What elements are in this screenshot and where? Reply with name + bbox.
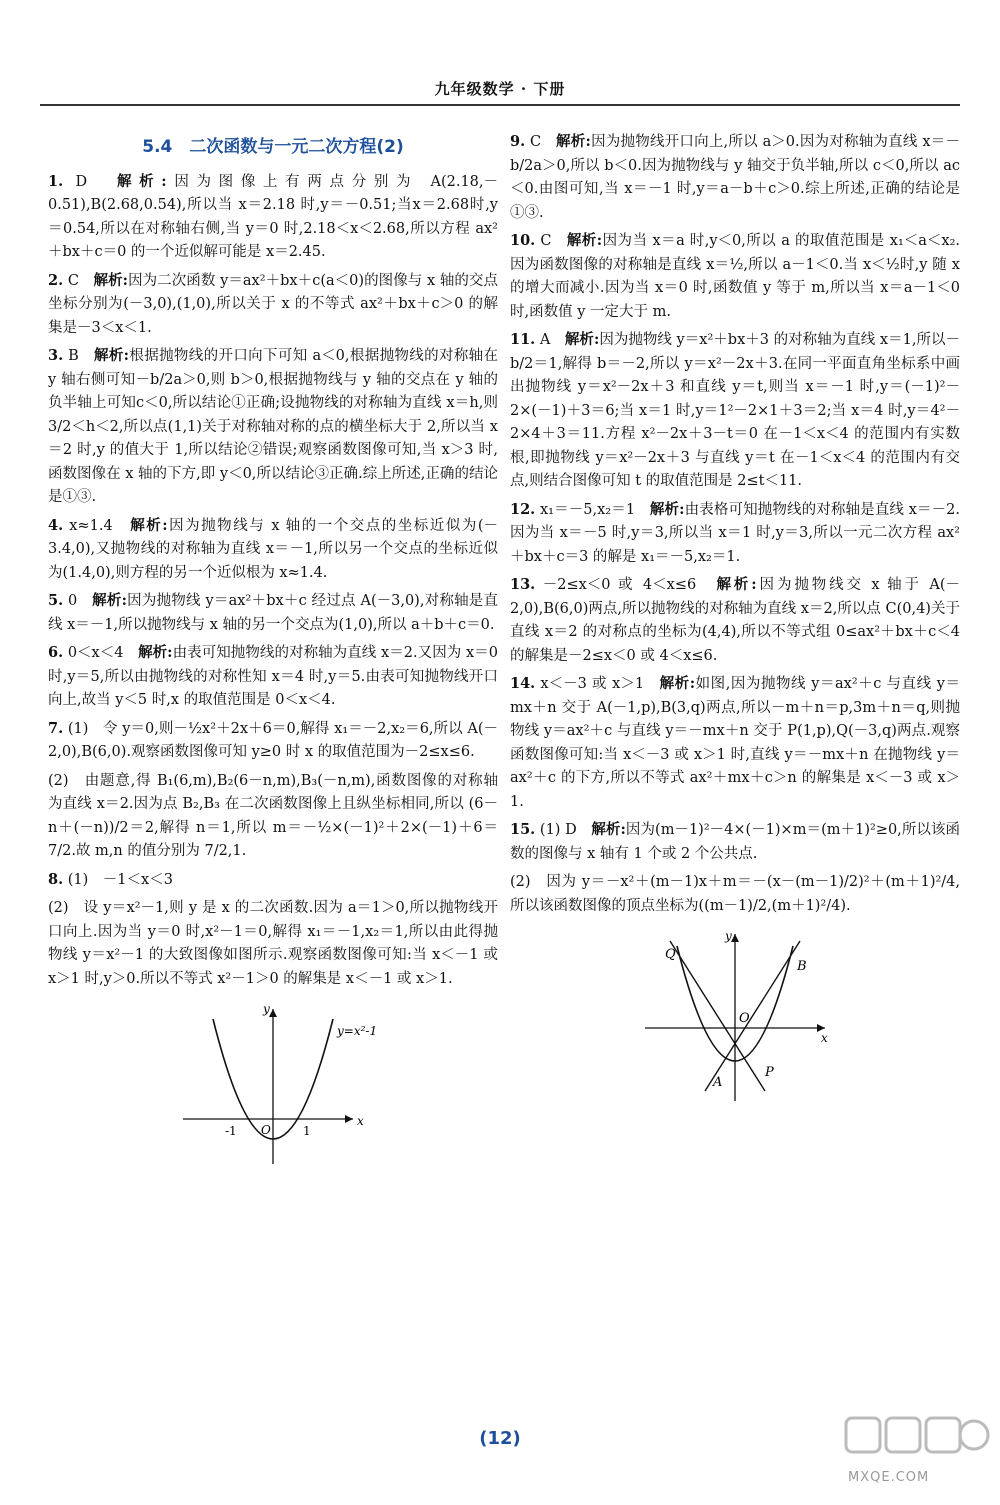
answer-item bbox=[48, 641, 498, 713]
item-text: 因为二次函数 y＝ax²＋bx＋c(a＜0)的图像与 x 轴的交点坐标分别为(－3,0),(1,0),所以关于 x 的不等式 ax²＋bx＋c＞0 的解集是－3＜x＜1. bbox=[48, 272, 498, 336]
origin-label: O bbox=[261, 1123, 271, 1137]
origin-label: O bbox=[739, 1011, 750, 1026]
section-title: 5.4 二次函数与一元二次方程(2) bbox=[142, 137, 404, 157]
item-answer: A bbox=[539, 332, 551, 348]
line-ab bbox=[705, 941, 800, 1091]
item-number: 12. bbox=[510, 500, 536, 518]
item-number: 14. bbox=[510, 675, 536, 692]
item-answer: 0 bbox=[67, 593, 78, 609]
item-number: 1. bbox=[48, 172, 64, 190]
x-axis-arrow bbox=[345, 1115, 353, 1123]
page-number-left-paren: ( bbox=[479, 1428, 488, 1449]
left-column bbox=[48, 130, 498, 1177]
item-answer: D bbox=[75, 173, 88, 190]
item-text: 因为图像上有两点分别为 A(2.18,－0.51),B(2.68,0.54),所以当 x＝2.18 时,y＝－0.51;当x＝2.68时,y＝0.54,所以在对称轴右侧,当 y＝0 时,2.18＜x＜2.68,所以方程 ax²＋bx＋c＝0 的一个近似解可能是 x＝2.45. bbox=[48, 173, 499, 260]
answer-item bbox=[48, 717, 498, 765]
answer-item bbox=[510, 870, 960, 918]
item-text: 由题意,得 B₁(6,m),B₂(6－n,m),B₃(－n,m),函数图像的对称轴为直线 x＝2.因为点 B₂,B₃ 在二次函数图像上且纵坐标相同,所以 (6－n＋(－n))/2＝2,解得 n＝1,所以 m＝－½×(－1)²＋2×(－1)＋6＝7/2.故 m,n 的值分别为 7/2,1. bbox=[48, 772, 498, 859]
item-text: －1＜x＜3 bbox=[102, 871, 173, 888]
figure-8-graph bbox=[173, 999, 378, 1169]
page-header: 九年级数学 · 下册 bbox=[434, 80, 566, 98]
answer-item bbox=[48, 896, 498, 991]
answer-item bbox=[48, 868, 498, 893]
item-tag: 解析: bbox=[93, 347, 130, 364]
item-number: 9. bbox=[510, 133, 526, 150]
answer-item bbox=[510, 130, 960, 225]
curve-label: y=x²-1 bbox=[337, 1024, 378, 1038]
page-number-value: 12 bbox=[487, 1428, 513, 1449]
item-answer: (1) bbox=[67, 720, 89, 737]
item-text: 因为当 x＝a 时,y＜0,所以 a 的取值范围是 x₁＜a＜x₂.因为函数图像的对称轴是直线 x＝½,所以 a－1＜0.当 x＜½时,y 随 x 的增大而减小.因为当 x＝0 时,函数值 y 等于 m,所以当 x＝a－1＜0 时,函数值 y 一定大于 m. bbox=[510, 233, 961, 320]
item-number: 13. bbox=[510, 576, 536, 593]
item-tag: 解析: bbox=[116, 172, 167, 190]
item-text: 因为抛物线 y＝x²＋bx＋3 的对称轴为直线 x＝1,所以－b/2＝1,解得 b＝－2,所以 y＝x²－2x＋3.在同一平面直角坐标系中画出抛物线 y＝x²－2x＋3 和直线 y＝t,则当 x＝－1 时,y＝(－1)²－2×(－1)＋3＝6;当 x＝1 时,y＝1²－2×1＋3＝2;当 x＝4 时,y＝4²－2×4＋3＝11.方程 x²－2x＋3－t＝0 在－1＜x＜4 的范围内有实数根,即抛物线 y＝x²－2x＋3 与直线 y＝t 在－1＜x＜4 的范围内有交点,则结合图像可知 t 的取值范围是 2≤t＜11. bbox=[510, 332, 961, 489]
answer-item bbox=[510, 498, 960, 570]
item-tag: 解析: bbox=[566, 232, 603, 249]
page-number-right-paren: ) bbox=[512, 1428, 521, 1449]
item-answer: 0＜x＜4 bbox=[67, 645, 124, 661]
item-tag: 解析: bbox=[659, 675, 696, 692]
item-answer: (2) bbox=[48, 772, 69, 789]
item-number: 15. bbox=[510, 821, 536, 838]
point-p-label: P bbox=[765, 1065, 774, 1080]
one-label: 1 bbox=[303, 1124, 311, 1138]
item-number: 6. bbox=[48, 644, 64, 661]
item-answer: x＜－3 或 x＞1 bbox=[540, 676, 645, 692]
item-tag: 解析: bbox=[138, 644, 173, 661]
item-answer: x₁＝－5,x₂＝1 bbox=[539, 501, 636, 518]
item-tag: 解析: bbox=[649, 500, 685, 518]
answer-item bbox=[48, 769, 498, 864]
item-text: 因为(m－1)²－4×(－1)×m＝(m＋1)²≥0,所以该函数的图像与 x 轴有 1 个或 2 个公共点. bbox=[510, 822, 961, 862]
item-text: 因为抛物线交 x 轴于 A(－2,0),B(6,0)两点,所以抛物线的对称轴为直线 x＝2,所以点 C(0,4)关于直线 x＝2 的对称点的坐标为(4,4),所以不等式组 0≤ax²＋bx＋c＜4 的解集是－2≤x＜0 或 4＜x≤6. bbox=[510, 577, 961, 664]
y-axis-arrow bbox=[731, 934, 739, 942]
item-tag: 解析: bbox=[564, 331, 600, 348]
item-text: 因为抛物线 y＝ax²＋bx＋c 经过点 A(－3,0),对称轴是直线 x＝－1,所以抛物线与 x 轴的另一个交点为(1,0),所以 a＋b＋c＝0. bbox=[48, 593, 499, 633]
item-number: 11. bbox=[510, 331, 536, 348]
answer-item bbox=[48, 589, 498, 637]
y-axis-arrow bbox=[269, 1009, 277, 1017]
answer-item bbox=[510, 818, 960, 866]
answer-item bbox=[48, 269, 498, 341]
point-q-label: Q bbox=[665, 947, 676, 962]
item-number: 7. bbox=[48, 719, 64, 737]
point-b-label: B bbox=[797, 959, 807, 974]
item-answer: B bbox=[68, 348, 79, 364]
answer-item bbox=[48, 344, 498, 510]
item-tag: 解析: bbox=[716, 576, 757, 593]
item-text: 因为 y＝－x²＋(m－1)x＋m＝－(x－(m－1)/2)²＋(m＋1)²/4,所以该函数图像的顶点坐标为((m－1)/2,(m＋1)²/4). bbox=[510, 874, 961, 914]
item-text: 令 y＝0,则－½x²＋2x＋6＝0,解得 x₁＝－2,x₂＝6,所以 A(－2,0),B(6,0).观察函数图像可知 y≥0 时 x 的取值范围为－2≤x≤6. bbox=[48, 720, 499, 760]
item-number: 4. bbox=[48, 516, 64, 534]
item-text: 由表可知抛物线的对称轴为直线 x＝2.又因为 x＝0 时,y＝5,所以由抛物线的对称性知 x＝4 时,y＝5.由表可知抛物线开口向上,故当 y＜5 时,x 的取值范围是 0＜x＜4. bbox=[48, 645, 499, 708]
item-text: 由表格可知抛物线的对称轴是直线 x＝－2.因为当 x＝－5 时,y＝3,所以当 x＝1 时,y＝3,所以一元二次方程 ax²＋bx＋c＝3 的解是 x₁＝－5,x₂＝1. bbox=[510, 501, 961, 565]
header-rule bbox=[40, 104, 960, 106]
figure-14-graph bbox=[635, 926, 835, 1106]
watermark-text: MXQE.COM bbox=[848, 1470, 930, 1485]
answer-item bbox=[48, 170, 498, 265]
item-text: 设 y＝x²－1,则 y 是 x 的二次函数.因为 a＝1＞0,所以抛物线开口向上.因为当 y＝0 时,x²－1＝0,解得 x₁＝－1,x₂＝1,所以由此得抛物线 y＝x²－1 的大致图像如图所示.观察函数图像可知:当 x＜－1 或 x＞1 时,y＞0.所以不等式 x²－1＞0 的解集是 x＜－1 或 x＞1. bbox=[48, 900, 498, 987]
item-answer: C bbox=[67, 272, 79, 289]
item-answer: (2) bbox=[510, 874, 531, 890]
answer-item bbox=[48, 514, 498, 586]
line-pq bbox=[670, 941, 765, 1091]
x-label: x bbox=[821, 1031, 828, 1045]
item-answer: (2) bbox=[48, 900, 69, 916]
item-tag: 解析: bbox=[591, 821, 626, 838]
item-number: 10. bbox=[510, 232, 536, 249]
item-tag: 解析: bbox=[556, 133, 591, 150]
item-tag: 解析: bbox=[92, 592, 127, 609]
y-label: y bbox=[725, 929, 732, 943]
answer-item bbox=[510, 573, 960, 668]
item-answer: (1) D bbox=[539, 822, 577, 838]
item-tag: 解析: bbox=[93, 271, 129, 289]
right-column bbox=[510, 130, 960, 1114]
item-text: 如图,因为抛物线 y＝ax²＋c 与直线 y＝mx＋n 交于 A(－1,p),B(3,q)两点,所以－m＋n＝p,3m＋n＝q,则抛物线 y＝ax²＋c 与直线 y＝－mx＋n 交于 P(1,p),Q(－3,q)两点.观察函数图像可知:当 x＜－3 或 x＞1 时,直线 y＝－mx＋n 在抛物线 y＝ax²＋c 的下方,所以不等式 ax²＋mx＋c＞n 的解集是 x＜－3 或 x＞1. bbox=[510, 676, 961, 810]
point-a-label: A bbox=[713, 1075, 723, 1090]
item-answer: x≈1.4 bbox=[69, 517, 113, 534]
item-number: 8. bbox=[48, 870, 64, 888]
answer-item bbox=[510, 328, 960, 494]
item-text: 根据抛物线的开口向下可知 a＜0,根据抛物线的对称轴在 y 轴右侧可知－b/2a＞0,则 b＞0,根据抛物线与 y 轴的交点在 y 轴的负半轴上可知c＜0,所以结论①正确;设抛物线的对称轴为直线 x＝h,则3/2＜h＜2,所以点(1,1)关于对称轴对称的点的横坐标大于 2,所以当 x＝2 时,y 的值大于 1,所以结论②错误;观察函数图像可知,当 x＞3 时,函数图像在 x 轴的下方,即 y＜0,所以结论③正确.综上所述,正确的结论是①③. bbox=[48, 348, 499, 505]
answer-item bbox=[510, 229, 960, 324]
item-number: 5. bbox=[48, 592, 64, 609]
item-answer: C bbox=[529, 134, 542, 150]
item-answer: C bbox=[540, 233, 552, 249]
item-text: 因为抛物线开口向上,所以 a＞0.因为对称轴为直线 x＝－b/2a＞0,所以 b＜0.因为抛物线与 y 轴交于负半轴,所以 c＜0,所以 ac＜0.由图可知,当 x＝－1 时,y＝a－b＋c＞0.综上所述,正确的结论是①③. bbox=[510, 134, 961, 221]
item-text: 因为抛物线与 x 轴的一个交点的坐标近似为(－3.4,0),又抛物线的对称轴为直线 x＝－1,所以另一个交点的坐标近似为(1.4,0),则方程的另一个近似根为 x≈1.4. bbox=[48, 517, 499, 581]
neg-one-label: -1 bbox=[225, 1124, 237, 1138]
page-number bbox=[460, 1428, 540, 1449]
item-answer: (1) bbox=[67, 871, 89, 888]
answer-item bbox=[510, 672, 960, 814]
item-answer: －2≤x＜0 或 4＜x≤6 bbox=[542, 577, 697, 593]
y-label: y bbox=[263, 1002, 270, 1016]
item-number: 2. bbox=[48, 271, 64, 289]
item-number: 3. bbox=[48, 347, 64, 364]
item-tag: 解析: bbox=[130, 516, 168, 534]
x-label: x bbox=[357, 1114, 364, 1128]
